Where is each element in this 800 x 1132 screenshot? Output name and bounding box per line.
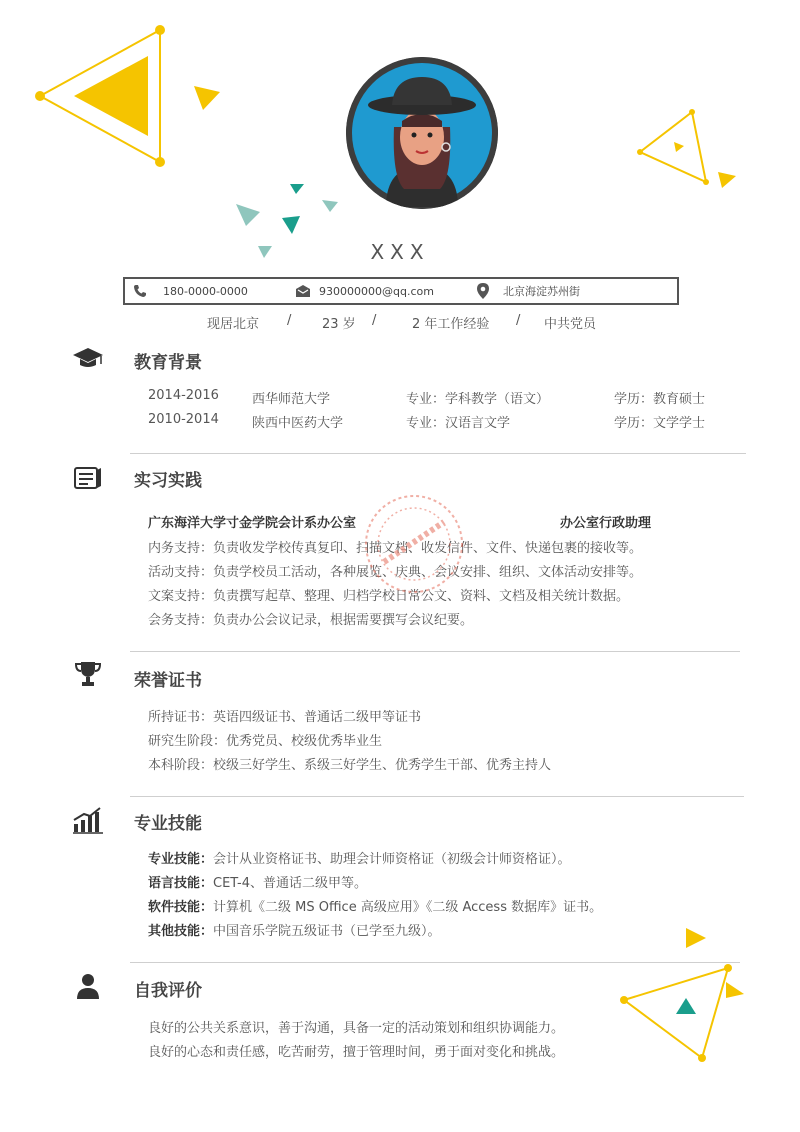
self-evaluation-line: 良好的心态和责任感，吃苦耐劳，擅于管理时间，勇于面对变化和挑战。	[148, 1045, 565, 1060]
internship-line: 活动支持：负责学校员工活动，各种展览、庆典、会议安排、组织、文体活动安排等。	[148, 565, 643, 580]
internship-org: 广东海洋大学寸金学院会计系办公室	[148, 516, 357, 531]
internship-line: 内务支持：负责收发学校传真复印、扫描文档、收发信件、文件、快递包裹的接收等。	[148, 541, 643, 556]
avatar	[346, 57, 498, 209]
section-title-education: 教育背景	[134, 353, 202, 373]
phone-text: 180-0000-0000	[163, 284, 248, 298]
edu-major: 专业：汉语言文学	[406, 416, 511, 431]
section-title-self-evaluation: 自我评价	[134, 981, 202, 1001]
location-icon	[477, 283, 489, 299]
skill-label: 专业技能：	[148, 852, 214, 867]
skill-item	[148, 848, 571, 867]
section-divider	[130, 453, 746, 454]
internship-line: 文案支持：负责撰写起草、整理、归档学校日常公文、资料、文档及相关统计数据。	[148, 589, 630, 604]
phone-item	[133, 279, 248, 303]
edu-degree: 学历：文学学士	[614, 416, 706, 431]
candidate-name: XXX	[370, 240, 430, 264]
edu-major: 专业：学科教学（语文）	[406, 392, 550, 407]
section-title-skills: 专业技能	[134, 814, 202, 834]
skill-item	[148, 872, 367, 891]
edu-school: 西华师范大学	[252, 392, 331, 407]
bar-chart-icon	[72, 806, 104, 834]
skill-text: 会计从业资格证书、助理会计师资格证（初级会计师资格证）。	[213, 852, 571, 867]
meta-age: 23 岁	[322, 317, 356, 332]
meta-separator: /	[372, 313, 377, 328]
meta-political: 中共党员	[544, 317, 597, 332]
mail-icon	[295, 284, 311, 298]
edu-period: 2014-2016	[148, 388, 219, 403]
meta-separator: /	[516, 313, 521, 328]
edu-degree: 学历：教育硕士	[614, 392, 706, 407]
contact-bar	[123, 277, 679, 305]
edu-school: 陕西中医药大学	[252, 416, 344, 431]
skill-label: 软件技能：	[148, 900, 214, 915]
section-divider	[130, 962, 740, 963]
skill-text: 中国音乐学院五级证书（已学至九级）。	[213, 924, 441, 939]
graduation-cap-icon	[72, 344, 104, 372]
email-text: 930000000@qq.com	[319, 284, 434, 298]
address-text: 北京海淀苏州街	[503, 285, 580, 298]
honors-line: 本科阶段：校级三好学生、系级三好学生、优秀学生干部、优秀主持人	[148, 758, 552, 773]
meta-separator: /	[287, 313, 292, 328]
skill-label: 其他技能：	[148, 924, 214, 939]
skill-item	[148, 896, 602, 915]
self-evaluation-line: 良好的公共关系意识，善于沟通，具备一定的活动策划和组织协调能力。	[148, 1021, 565, 1036]
address-item	[477, 279, 580, 303]
section-title-internship: 实习实践	[134, 471, 202, 491]
honors-line: 研究生阶段：优秀党员、校级优秀毕业生	[148, 734, 383, 749]
meta-experience: 2 年工作经验	[412, 317, 490, 332]
internship-line: 会务支持：负责办公会议记录，根据需要撰写会议纪要。	[148, 613, 474, 628]
skill-label: 语言技能：	[148, 876, 214, 891]
meta-location: 现居北京	[207, 317, 260, 332]
section-title-honors: 荣誉证书	[134, 671, 202, 691]
trophy-icon	[72, 660, 104, 688]
skill-text: CET-4、普通话二级甲等。	[213, 876, 368, 891]
skill-text: 计算机《二级 MS Office 高级应用》《二级 Access 数据库》证书。	[213, 900, 603, 915]
watermark-stamp	[362, 492, 466, 596]
skill-item	[148, 920, 441, 939]
section-divider	[130, 651, 740, 652]
email-item	[295, 279, 434, 303]
person-icon	[72, 972, 104, 1000]
section-divider	[130, 796, 744, 797]
phone-icon	[133, 284, 147, 298]
honors-line: 所持证书：英语四级证书、普通话二级甲等证书	[148, 710, 422, 725]
edu-period: 2010-2014	[148, 412, 219, 427]
document-icon	[72, 464, 104, 492]
internship-role: 办公室行政助理	[560, 516, 652, 531]
